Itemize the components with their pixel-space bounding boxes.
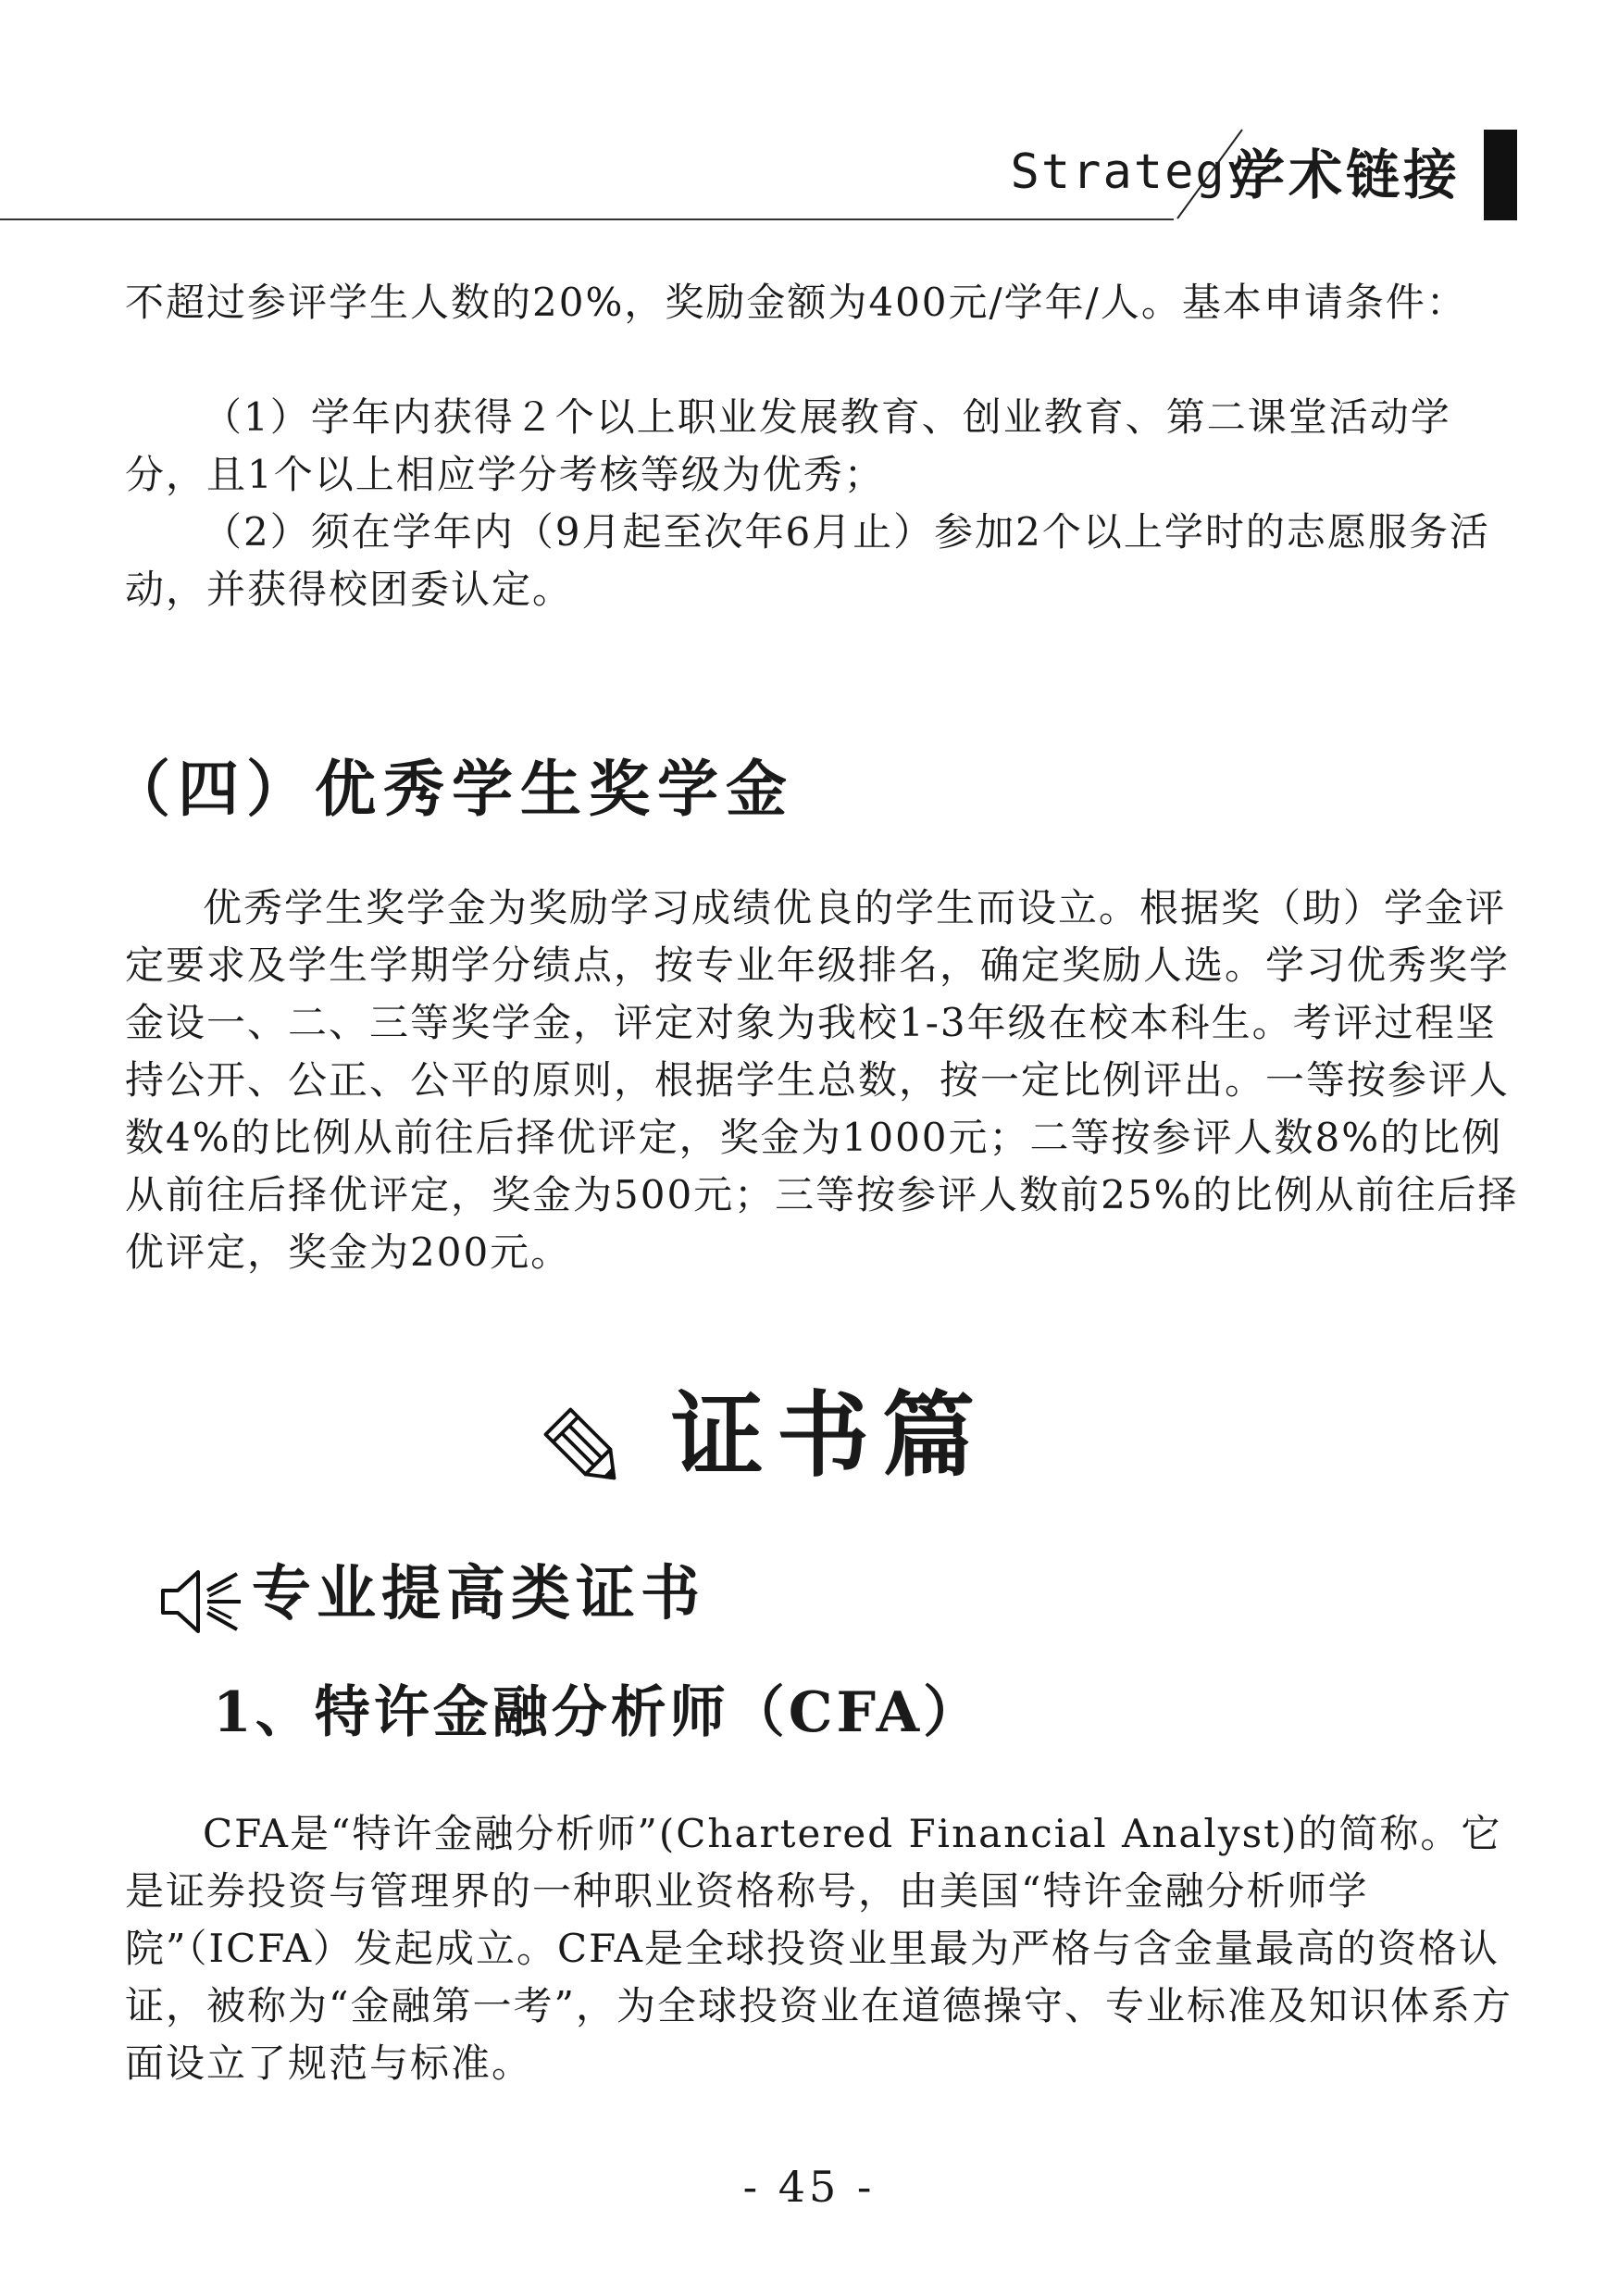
header-rule <box>0 218 1174 220</box>
intro-paragraph: 不超过参评学生人数的20%，奖励金额为400元/学年/人。基本申请条件： <box>125 280 1467 325</box>
header-black-bar <box>1484 130 1517 220</box>
section-body: 优秀学生奖学金为奖励学习成绩优良的学生而设立。根据奖（助）学金评定要求及学生学期学分绩点，按专业年级排名，确定奖励人选。学习优秀奖学金设一、二、三等奖学金，评定对象为我校1-3年级在校本科生。考评过程坚持公开、公正、公平的原则，根据学生总数，按一定比例评出。一等按参评人数4%的比例从前往后择优评定，奖金为1000元；二等按参评人数8%的比例从前往后择优评定，奖金为500元；三等按参评人数前25%的比例从前往后择优评定，奖金为200元。 <box>125 885 1519 1275</box>
cfa-heading: 1、特许金融分析师（CFA） <box>213 1680 983 1745</box>
cfa-body: CFA是“特许金融分析师”(Chartered Financial Analyst)的简称。它是证券投资与管理界的一种职业资格称号，由美国“特许金融分析师学院”（ICFA）发起成立。CFA是全球投资业里最为严格与含金量最高的资格认证，被称为“金融第一考”，为全球投资业在道德操守、专业标准及知识体系方面设立了规范与标准。 <box>125 1811 1512 2086</box>
subsection-heading: 专业提高类证书 <box>252 1560 705 1628</box>
speaker-icon <box>156 1565 248 1639</box>
chapter-title: 证书篇 <box>671 1380 988 1490</box>
intro-item-2: （2）须在学年内（9月起至次年6月止）参加2个以上学时的志愿服务活动，并获得校团委认定。 <box>125 509 1490 612</box>
page-number: - 45 - <box>742 2162 876 2212</box>
intro-item-1: （1）学年内获得２个以上职业发展教育、创业教育、第二课堂活动学分，且1个以上相应学分考核等级为优秀； <box>125 394 1451 497</box>
header-english-title: Strategy <box>1010 144 1257 200</box>
section-heading: （四）优秀学生奖学金 <box>109 754 794 825</box>
pencil-icon <box>541 1405 629 1493</box>
header-chinese-title: 学术链接 <box>1231 144 1462 206</box>
